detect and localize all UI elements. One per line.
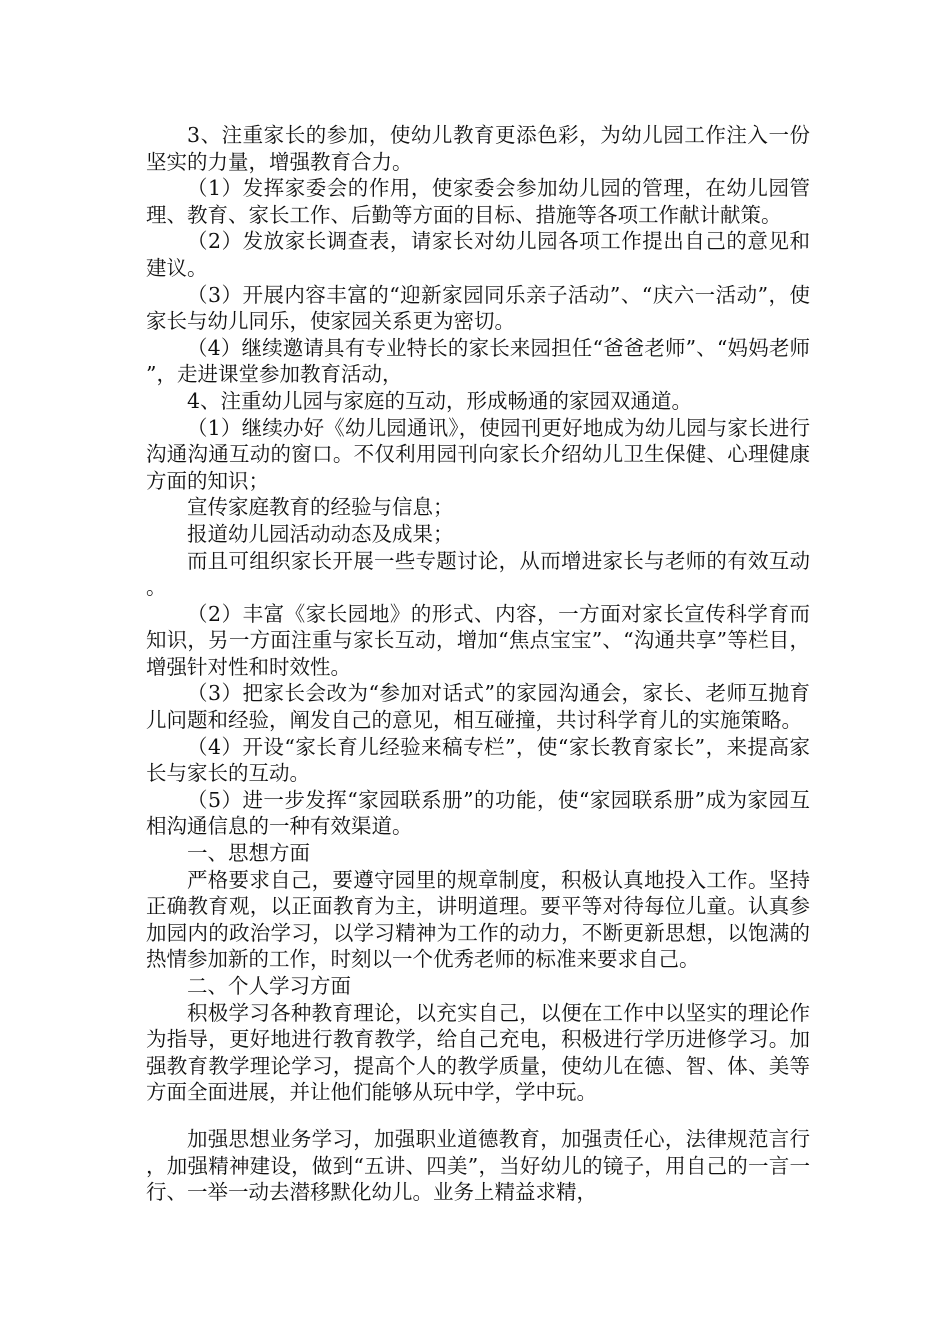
paragraph-item-3-activities: （3）开展内容丰富的“迎新家园同乐亲子活动”、“庆六一活动”，使家长与幼儿同乐，使家园关系更为密切。 — [146, 282, 810, 334]
paragraph-discussion: 而且可组织家长开展一些专题讨论，从而增进家长与老师的有效互动。 — [146, 548, 810, 600]
paragraph-item-1-newsletter: （1）继续办好《幼儿园通讯》，使园刊更好地成为幼儿园与家长进行沟通沟通互动的窗口。不仅利用园刊向家长介绍幼儿卫生保健、心理健康方面的知识； — [146, 415, 810, 493]
paragraph-report: 报道幼儿园活动动态及成果； — [187, 521, 454, 546]
paragraph-item-4-column: （4）开设“家长育儿经验来稿专栏”，使“家长教育家长”，来提高家长与家长的互动。 — [146, 734, 810, 786]
paragraph-item-1-committee: （1）发挥家委会的作用，使家委会参加幼儿园的管理，在幼儿园管理、教育、家长工作、后勤等方面的目标、措施等各项工作献计献策。 — [146, 176, 810, 227]
paragraph-business-study: 加强思想业务学习，加强职业道德教育，加强责任心，法律规范言行，加强精神建设，做到“五讲、四美”，当好幼儿的镜子，用自己的一言一行、一举一动去潜移默化幼儿。业务上精益求精， — [146, 1126, 810, 1205]
section-heading-study: 二、个人学习方面 — [187, 974, 351, 998]
paragraph-item-3-parent-meeting: （3）把家长会改为“参加对话式”的家园沟通会，家长、老师互抛育儿问题和经验，阐发自己的意见，相互碰撞，共讨科学育儿的实施策略。 — [146, 681, 810, 733]
paragraph-study: 积极学习各种教育理论，以充实自己，以便在工作中以坚实的理论作为指导，更好地进行教育教学，给自己充电，积极进行学历进修学习。加强教育教学理论学习，提高个人的教学质量，使幼儿在德、智、体、美等方面全面进展，并让他们能够从玩中学，学中玩。 — [146, 1000, 810, 1105]
paragraph-publicize: 宣传家庭教育的经验与信息； — [187, 495, 454, 520]
paragraph-thought: 严格要求自己，要遵守园里的规章制度，积极认真地投入工作。坚持正确教育观，以正面教育为主，讲明道理。要平等对待每位儿童。认真参加园内的政治学习，以学习精神为工作的动力，不断更新思想，以饱满的热情参加新的工作，时刻以一个优秀老师的标准来要求自己。 — [146, 867, 810, 972]
paragraph-item-2-parent-garden: （2）丰富《家长园地》的形式、内容，一方面对家长宣传科学育而知识，另一方面注重与家长互动，增加“焦点宝宝”、“沟通共享”等栏目，增强针对性和时效性。 — [146, 601, 810, 679]
paragraph-item-4-parent-teachers: （4）继续邀请具有专业特长的家长来园担任“爸爸老师”、“妈妈老师”，走进课堂参加教育活动， — [146, 335, 810, 387]
paragraph-item-5-contact-book: （5）进一步发挥“家园联系册”的功能，使“家园联系册”成为家园互相沟通信息的一种有效渠道。 — [146, 787, 810, 839]
paragraph-item-2-survey: （2）发放家长调查表，请家长对幼儿园各项工作提出自己的意见和建议。 — [146, 229, 810, 280]
paragraph-parent-participation: 3、注重家长的参加，使幼儿教育更添色彩，为幼儿园工作注入一份坚实的力量，增强教育合力。 — [146, 123, 810, 174]
paragraph-home-school-interaction: 4、注重幼儿园与家庭的互动，形成畅通的家园双通道。 — [187, 388, 693, 413]
section-heading-thought: 一、思想方面 — [187, 841, 310, 866]
document-body — [146, 122, 810, 1206]
